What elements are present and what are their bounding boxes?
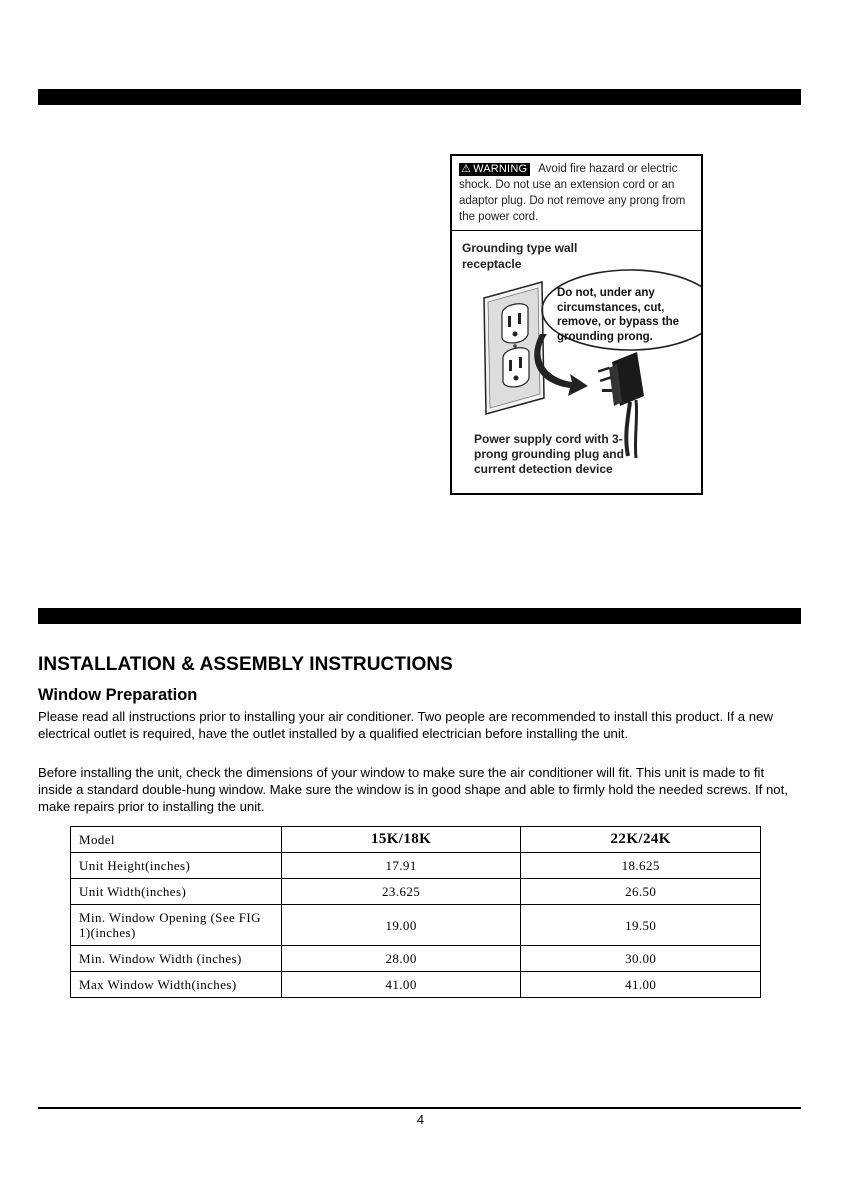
section-title: INSTALLATION & ASSEMBLY INSTRUCTIONS — [38, 654, 453, 675]
table-cell: 28.00 — [281, 946, 521, 972]
table-header: 15K/18K — [281, 827, 521, 853]
table-cell: 41.00 — [281, 972, 521, 998]
table-row — [71, 946, 761, 972]
receptacle-label: Grounding type wall receptacle — [462, 241, 578, 271]
table-cell: 19.50 — [521, 905, 761, 946]
section-divider-bar-top — [38, 89, 801, 105]
table-cell-label: Min. Window Opening (See FIG 1)(inches) — [71, 905, 282, 946]
warning-badge: ⚠ WARNING — [459, 163, 530, 176]
warning-figure — [450, 154, 703, 495]
table-header-row — [71, 827, 761, 853]
table-cell-label: Max Window Width(inches) — [71, 972, 282, 998]
footer-rule — [38, 1107, 801, 1109]
table-cell: 30.00 — [521, 946, 761, 972]
table-cell: 17.91 — [281, 853, 521, 879]
table-cell: 18.625 — [521, 853, 761, 879]
table-row — [71, 972, 761, 998]
table-row — [71, 853, 761, 879]
spec-table — [70, 826, 761, 998]
table-cell: 23.625 — [281, 879, 521, 905]
table-cell: 26.50 — [521, 879, 761, 905]
paragraph-window-check: Before installing the unit, check the dimensions of your window to make sure the air conditioner will fit. This unit is made to fit inside a standard double-hung window. Make sure the window is in good shape and able to firmly hold the needed screws. If not, make repairs prior to installing the unit. — [38, 765, 788, 814]
table-cell-label: Min. Window Width (inches) — [71, 946, 282, 972]
warning-triangle-icon: ⚠ — [461, 163, 472, 175]
bubble-text: Do not, under any circumstances, cut, remove, or bypass the grounding prong. — [557, 287, 680, 343]
table-row — [71, 905, 761, 946]
table-header: 22K/24K — [521, 827, 761, 853]
table-row — [71, 879, 761, 905]
page-number: 4 — [416, 1112, 425, 1127]
warning-divider — [452, 230, 701, 231]
table-header: Model — [71, 827, 282, 853]
section-divider-bar-middle — [38, 608, 801, 624]
table-cell: 19.00 — [281, 905, 521, 946]
paragraph-instructions: Please read all instructions prior to installing your air conditioner. Two people are recommended to install this product. If a new electrical outlet is required, have the outlet installed by a qualified electrician before installing the unit. — [38, 709, 773, 741]
table-cell: 41.00 — [521, 972, 761, 998]
cord-label: Power supply cord with 3-prong grounding plug and current detection device — [474, 432, 624, 476]
section-subtitle: Window Preparation — [38, 686, 198, 704]
table-cell-label: Unit Height(inches) — [71, 853, 282, 879]
warning-text: ⚠ WARNING Avoid fire hazard or electric shock. Do not use an extension cord or an adaptor plug. Do not remove any prong from the power cord. — [459, 163, 686, 223]
table-cell-label: Unit Width(inches) — [71, 879, 282, 905]
